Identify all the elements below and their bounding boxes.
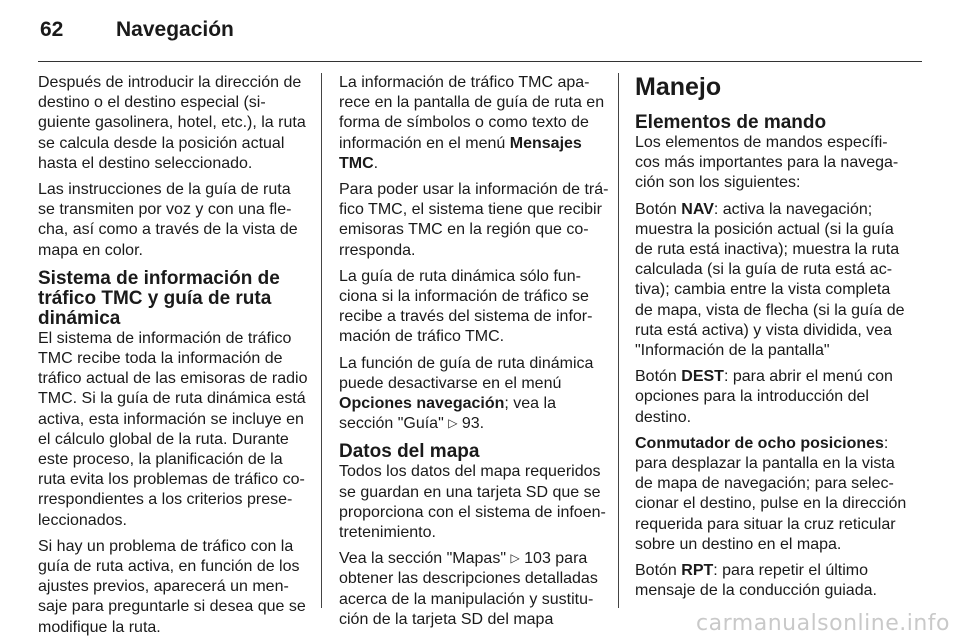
paragraph (339, 73, 609, 174)
text: : para desplazar la pantalla en la vista de mapa de navegación; para seleccionar el destino, pulse en la dirección requerida para situar la cruz reticular sobre un destino en el mapa. (635, 434, 907, 553)
text: Botón (635, 200, 682, 218)
paragraph (635, 561, 907, 601)
header-rule (38, 61, 922, 62)
paragraph: Todos los datos del mapa requeridos se guardan en una tarjeta SD que se proporciona con el sistema de infoentretenimiento. (339, 463, 606, 542)
section-heading-manejo: Manejo (635, 73, 722, 101)
text: : activa la navegación; muestra la posición actual (si la guía de ruta está inactiva); muestra la ruta calculada (si la guía de ruta está activa); cambia entre la vista completa de mapa, vista de flecha (si la guía de ruta está activa) y vista dividida, vea "Información de la pantalla" (635, 200, 905, 360)
column-separator (321, 73, 322, 608)
text: Botón (635, 368, 682, 386)
watermark: carmanualsonline.info (696, 611, 950, 636)
paragraph (339, 549, 609, 630)
button-name: RPT (681, 562, 714, 580)
paragraph: Después de introducir la dirección de destino o el destino especial (siguiente gasolinera, hotel, etc.), la ruta se calcula desde la posición actual hasta el destino seleccionado. (38, 74, 306, 172)
control-name: Conmutador de ocho posiciones (635, 434, 884, 452)
text: Vea la sección "Mapas" (339, 550, 511, 568)
page-title: Navegación (116, 18, 234, 41)
reference-arrow-icon: ▷ (448, 416, 458, 431)
text: ; vea la sección "Guía" (339, 395, 556, 433)
subsection-heading-controls: Elementos de mando (635, 112, 827, 133)
reference-arrow-icon: ▷ (510, 551, 520, 566)
paragraph: Las instrucciones de la guía de ruta se transmiten por voz y con una flecha, así como a través de la vista de mapa en color. (38, 181, 298, 259)
menu-name: Opciones navegación (339, 395, 505, 413)
text: La información de tráfico TMC aparece en la pantalla de guía de ruta en forma de símbolos o como texto de información en el menú (339, 74, 605, 152)
paragraph (339, 354, 609, 435)
paragraph (635, 200, 907, 362)
button-name: DEST (681, 368, 724, 386)
paragraph: Los elementos de mandos específicos más importantes para la navegación son los siguientes: (635, 134, 899, 192)
paragraph: La guía de ruta dinámica sólo funciona si la información de tráfico se recibe a través del sistema de información de tráfico TMC. (339, 267, 593, 346)
button-name: NAV (681, 200, 714, 218)
text: . (373, 154, 379, 172)
paragraph: El sistema de información de tráfico TMC recibe toda la información de tráfico actual de las emisoras de radio TMC. Si la guía de ruta dinámica está activa, esta información se incluye en el cálculo global de la ruta. Durante este proceso, la planificación de la ruta evita los problemas de tráfico correspondientes a los criterios preseleccionados. (38, 329, 308, 529)
paragraph: Para poder usar la información de tráfico TMC, el sistema tiene que recibir emisoras TMC en la región que corresponda. (339, 181, 609, 259)
page-number: 62 (40, 18, 64, 41)
column-3 (635, 73, 907, 607)
paragraph (635, 367, 907, 428)
menu-name: Mensajes TMC (339, 134, 582, 172)
column-1 (38, 73, 310, 644)
column-separator (618, 73, 619, 608)
section-heading-map-data: Datos del mapa (339, 441, 480, 463)
text: 103 para obtener las descripciones detalladas acerca de la manipulación y sustitución de la tarjeta SD del mapa (339, 550, 598, 628)
paragraph (635, 434, 907, 555)
page-reference: 93. (461, 415, 485, 433)
text: La función de guía de ruta dinámica puede desactivarse en el menú (339, 354, 594, 392)
section-heading-tmc: Sistema de información de tráfico TMC y guía de ruta dinámica (38, 267, 280, 329)
text: Botón (635, 562, 682, 580)
column-2 (339, 73, 609, 636)
paragraph: Si hay un problema de tráfico con la guía de ruta activa, en función de los ajustes previos, aparecerá un mensaje para preguntarle si desea que se modifique la ruta. (38, 537, 306, 636)
text: : para abrir el menú con opciones para la introducción del destino. (635, 368, 893, 426)
text: : para repetir el último mensaje de la conducción guiada. (635, 562, 877, 600)
